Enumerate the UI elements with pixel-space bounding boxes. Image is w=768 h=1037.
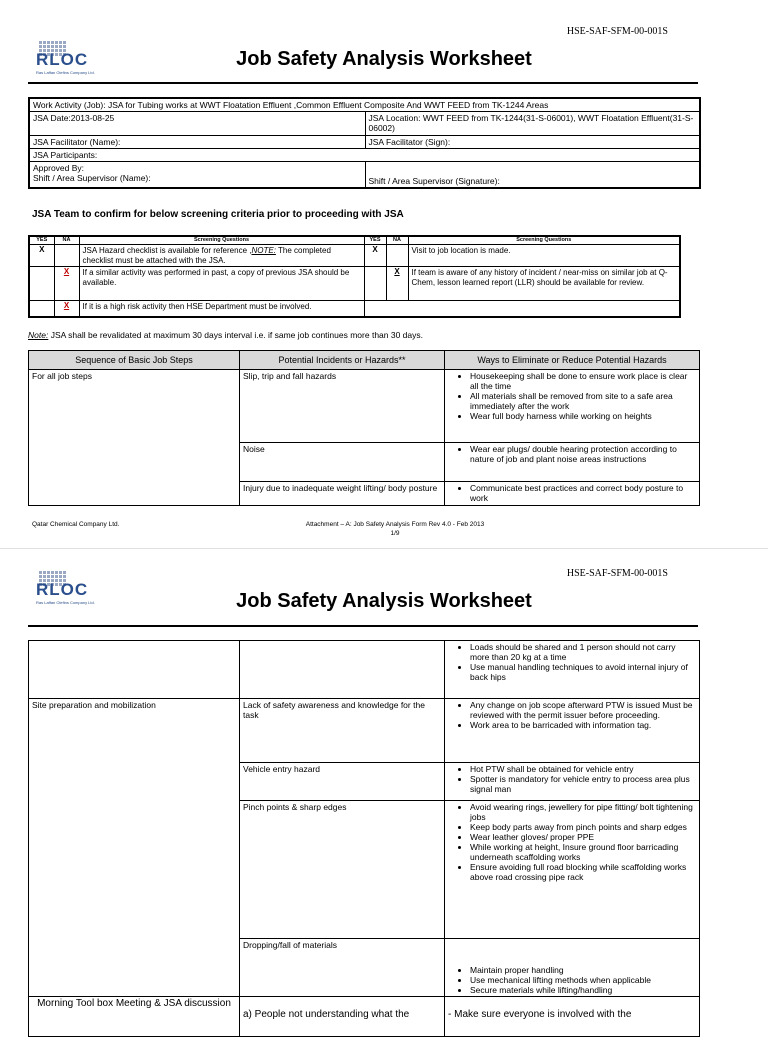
control-item: • Wear leather gloves/ proper PPE [470, 832, 696, 842]
control-item: • Secure materials while lifting/handling [470, 985, 696, 995]
control-item: • Wear ear plugs/ double hearing protection according to nature of job and plant noise areas instructions [470, 444, 696, 464]
screening-question: JSA Hazard checklist is available for reference ,NOTE: The completed checklist must be attached with the JSA. [79, 245, 364, 267]
logo-subtext: Ras Laffan Olefins Company Ltd. [36, 70, 95, 75]
controls [445, 939, 700, 997]
control-item: • While working at height, Insure ground floor barricading underneath scaffolding works [470, 842, 696, 862]
col-na: NA [54, 236, 79, 245]
control-item: • Hot PTW shall be obtained for vehicle entry [470, 764, 696, 774]
control-item: • Use manual handling techniques to avoid internal injury of back hips [470, 662, 696, 682]
hazard: Injury due to inadequate weight lifting/ body posture [240, 482, 445, 506]
job-step: Morning Tool box Meeting & JSA discussion [29, 997, 240, 1037]
note-label: NOTE: [251, 246, 276, 255]
supervisor-name: Shift / Area Supervisor (Name): [33, 173, 151, 183]
controls [445, 370, 700, 443]
yes-mark [29, 267, 54, 301]
job-step: For all job steps [29, 370, 240, 506]
control-item: • Avoid wearing rings, jewellery for pipe fitting/ bolt tightening jobs [470, 802, 696, 822]
page-title: Job Safety Analysis Worksheet [236, 590, 532, 612]
control-item: • Loads should be shared and 1 person should not carry more than 20 kg at a time [470, 642, 696, 662]
page-2 [0, 548, 768, 1024]
control-item: • Keep body parts away from pinch points and sharp edges [470, 822, 696, 832]
hazard: a) People not understanding what the [240, 997, 445, 1037]
controls [445, 699, 700, 763]
screening-question: If team is aware of any history of incident / near-miss on similar job at Q-Chem, lesson learned report (LLR) should be available for review. [408, 267, 680, 301]
footer-attachment: Attachment – A: Job Safety Analysis Form Rev 4.0 - Feb 2013 1/9 [270, 520, 520, 538]
approved-cell [29, 162, 365, 188]
document-reference: HSE-SAF-SFM-00-001S [566, 26, 668, 37]
logo-text: RLOC [36, 50, 89, 69]
control-item: • Ensure avoiding full road blocking while scaffolding works above road crossing pipe rack [470, 862, 696, 882]
hazard: Noise [240, 443, 445, 482]
footer-company: Qatar Chemical Company Ltd. [32, 521, 120, 528]
control-item: • Wear full body harness while working on heights [470, 411, 696, 421]
controls: - Make sure everyone is involved with the [445, 997, 700, 1037]
screening-question: Visit to job location is made. [408, 245, 680, 267]
control-item: • Maintain proper handling [470, 965, 696, 975]
na-mark: X [386, 267, 408, 301]
control-item: • All materials shall be removed from site to a safe area immediately after the work [470, 391, 696, 411]
facilitator-sign: JSA Facilitator (Sign): [365, 136, 700, 149]
control-item: • Work area to be barricaded with information tag. [470, 720, 696, 730]
jsa-location: JSA Location: WWT FEED from TK-1244(31-S-06001), WWT Floatation Effluent(31-S-06002) [365, 112, 700, 136]
na-mark: X [54, 301, 79, 317]
col-yes: YES [29, 236, 54, 245]
revalidation-note: Note: JSA shall be revalidated at maximum 30 days interval i.e. if same job continues more than 30 days. [28, 330, 423, 340]
screening-question: If a similar activity was performed in past, a copy of previous JSA should be available. [79, 267, 364, 301]
work-activity: Work Activity (Job): JSA for Tubing works at WWT Floatation Effluent ,Common Effluent Composite And WWT FEED from TK-1244 Areas [29, 98, 700, 112]
col-na: NA [386, 236, 408, 245]
yes-mark: X [364, 245, 386, 267]
controls [445, 641, 700, 699]
na-mark [386, 245, 408, 267]
header-controls: Ways to Eliminate or Reduce Potential Hazards [445, 351, 700, 370]
controls [445, 443, 700, 482]
hazard: Dropping/fall of materials [240, 939, 445, 997]
jsa-main-table [28, 350, 700, 506]
screening-heading: JSA Team to confirm for below screening criteria prior to proceeding with JSA [32, 209, 404, 220]
hazard [240, 641, 445, 699]
jsa-date: JSA Date:2013-08-25 [29, 112, 365, 136]
approved-by: Approved By: [33, 163, 85, 173]
col-yes: YES [364, 236, 386, 245]
title-rule [28, 82, 698, 84]
hazard: Vehicle entry hazard [240, 763, 445, 801]
note-label: Note: [28, 330, 49, 340]
supervisor-signature: Shift / Area Supervisor (Signature): [365, 162, 700, 188]
hazard: Pinch points & sharp edges [240, 801, 445, 939]
title-rule [28, 625, 698, 627]
col-question: Screening Questions [408, 236, 680, 245]
control-item: • Housekeeping shall be done to ensure work place is clear all the time [470, 371, 696, 391]
jsa-participants: JSA Participants: [29, 149, 700, 162]
screening-table [28, 235, 681, 318]
document-reference: HSE-SAF-SFM-00-001S [566, 568, 668, 579]
yes-mark: X [29, 245, 54, 267]
jsa-main-table-continued [28, 640, 700, 1037]
logo-text: RLOC [36, 580, 89, 599]
controls [445, 763, 700, 801]
controls [445, 801, 700, 939]
controls [445, 482, 700, 506]
jsa-info-table [28, 97, 701, 189]
facilitator-name: JSA Facilitator (Name): [29, 136, 365, 149]
hazard: Lack of safety awareness and knowledge for the task [240, 699, 445, 763]
yes-mark [29, 301, 54, 317]
job-step [29, 641, 240, 699]
header-hazards: Potential Incidents or Hazards** [240, 351, 445, 370]
page-title: Job Safety Analysis Worksheet [236, 48, 532, 70]
hazard: Slip, trip and fall hazards [240, 370, 445, 443]
na-mark [54, 245, 79, 267]
control-item: • Any change on job scope afterward PTW is issued Must be reviewed with the permit issuer before proceeding. [470, 700, 696, 720]
col-question: Screening Questions [79, 236, 364, 245]
control-item: • Communicate best practices and correct body posture to work [470, 483, 696, 503]
screening-question: If it is a high risk activity then HSE Department must be involved. [79, 301, 364, 317]
control-item: • Spotter is mandatory for vehicle entry to process area plus signal man [470, 774, 696, 794]
footer-page: 1/9 [390, 530, 400, 537]
header-job-steps: Sequence of Basic Job Steps [29, 351, 240, 370]
logo-subtext: Ras Laffan Olefins Company Ltd. [36, 600, 95, 605]
yes-mark [364, 267, 386, 301]
job-step: Site preparation and mobilization [29, 699, 240, 997]
control-item: • Use mechanical lifting methods when applicable [470, 975, 696, 985]
na-mark: X [54, 267, 79, 301]
